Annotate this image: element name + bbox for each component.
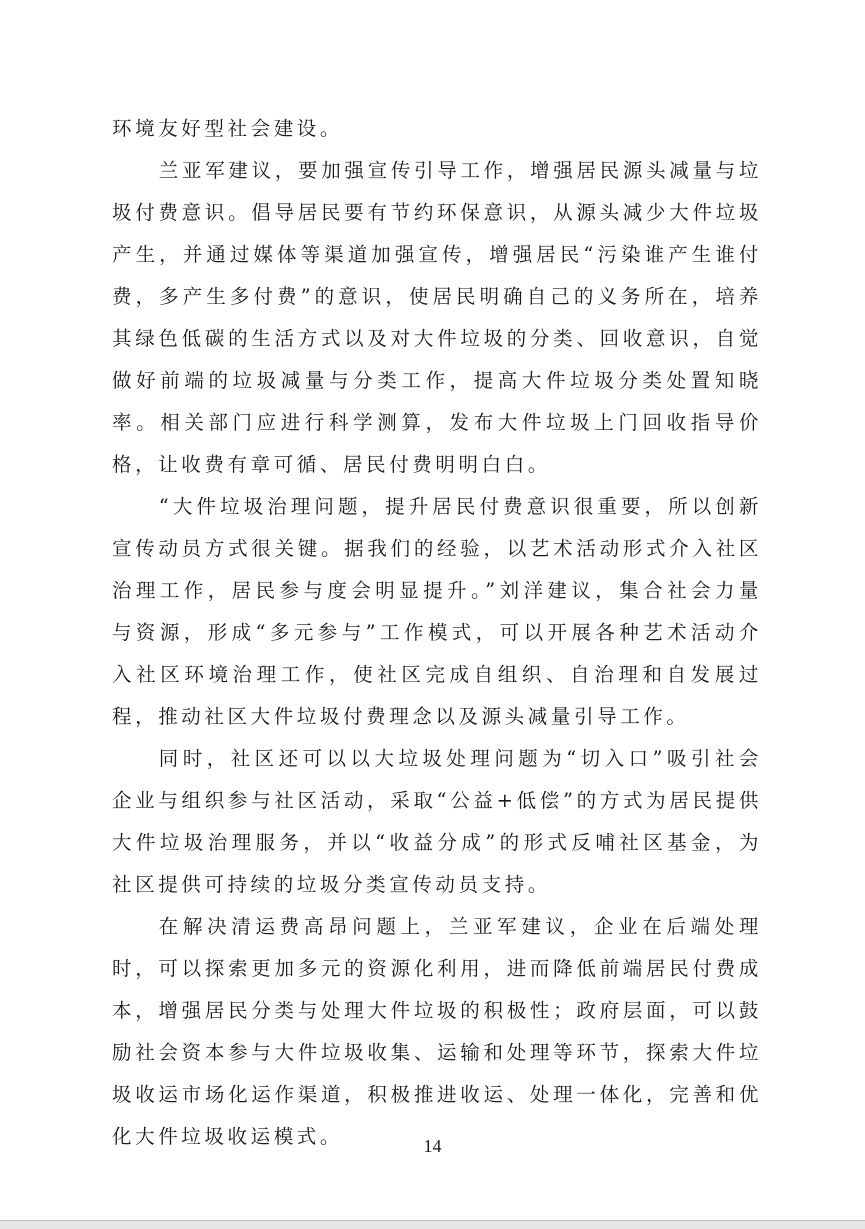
page-number: 14 xyxy=(423,1136,442,1156)
paragraph-3: “大件垃圾治理问题，提升居民付费意识很重要，所以创新宣传动员方式很关键。据我们的经验，以艺术活动形式介入社区治理工作，居民参与度会明显提升。”刘洋建议，集合社会力量与资源，形成“多元参与”工作模式，可以开展各种艺术活动介入社区环境治理工作，使社区完成自组织、自治理和自发展过程，推动社区大件垃圾付费理念以及源头减量引导工作。 xyxy=(112,495,762,728)
paragraph-5: 在解决清运费高昂问题上，兰亚军建议，企业在后端处理时，可以探索更加多元的资源化利用，进而降低前端居民付费成本，增强居民分类与处理大件垃圾的积极性；政府层面，可以鼓励社会资本参与大件垃圾收集、运输和处理等环节，探索大件垃圾收运市场化运作渠道，积极推进收运、处理一体化，完善和优化大件垃圾收运模式。 xyxy=(112,915,762,1148)
body-text xyxy=(112,108,762,1158)
paragraph-1: 环境友好型社会建设。 xyxy=(112,117,344,140)
paragraph-2: 兰亚军建议，要加强宣传引导工作，增强居民源头减量与垃圾付费意识。倡导居民要有节约环保意识，从源头减少大件垃圾产生，并通过媒体等渠道加强宣传，增强居民“污染谁产生谁付费，多产生多付费”的意识，使居民明确自己的义务所在，培养其绿色低碳的生活方式以及对大件垃圾的分类、回收意识，自觉做好前端的垃圾减量与分类工作，提高大件垃圾分类处置知晓率。相关部门应进行科学测算，发布大件垃圾上门回收指导价格，让收费有章可循、居民付费明明白白。 xyxy=(112,159,762,476)
paragraph-4: 同时，社区还可以以大垃圾处理问题为“切入口”吸引社会企业与组织参与社区活动，采取“公益+低偿”的方式为居民提供大件垃圾治理服务，并以“收益分成”的形式反哺社区基金，为社区提供可持续的垃圾分类宣传动员支持。 xyxy=(112,747,762,896)
